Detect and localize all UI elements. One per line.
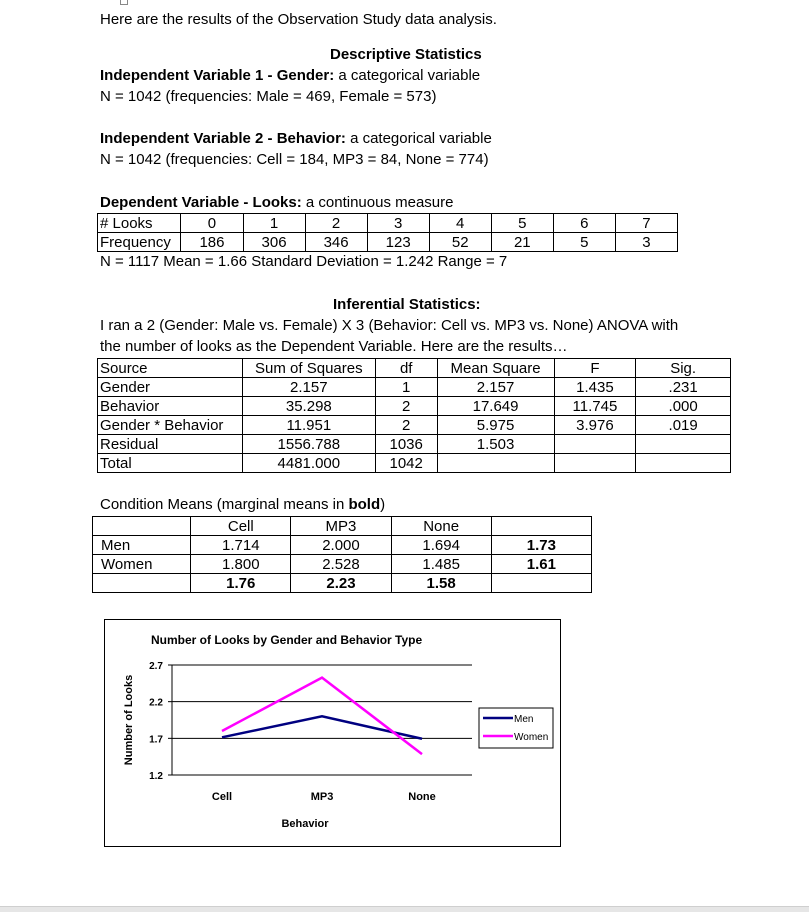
x-tick-label: Cell xyxy=(211,791,233,803)
frequency-cell: 346 xyxy=(305,233,367,252)
condition-means-title xyxy=(100,496,385,513)
looks-cell: 0 xyxy=(181,214,243,233)
frequency-row-label: Frequency xyxy=(98,233,181,252)
cm-marginal-cell: 1.73 xyxy=(491,536,591,555)
cm-cell xyxy=(93,574,191,593)
anova-cell: Behavior xyxy=(98,397,243,416)
iv1-heading xyxy=(100,67,480,84)
chart-series xyxy=(222,678,422,754)
dv-heading xyxy=(100,194,453,211)
inferential-paragraph-line1: I ran a 2 (Gender: Male vs. Female) X 3 (Behavior: Cell vs. MP3 vs. None) ANOVA with xyxy=(100,317,679,334)
iv1-label: Independent Variable 1 - Gender: xyxy=(100,67,335,84)
iv2-frequencies: N = 1042 (frequencies: Cell = 184, MP3 = 84, None = 774) xyxy=(100,151,489,168)
anova-cell: 1036 xyxy=(375,435,437,454)
anova-header: Mean Square xyxy=(437,359,554,378)
cm-cell: 1.800 xyxy=(191,555,291,574)
y-tick-label: 1.7 xyxy=(149,734,163,746)
anova-header: Sum of Squares xyxy=(242,359,375,378)
descriptive-title: Descriptive Statistics xyxy=(330,46,482,63)
cm-marginal-cell: 1.58 xyxy=(391,574,491,593)
anova-header: Source xyxy=(98,359,243,378)
anova-cell: 1.435 xyxy=(554,378,636,397)
frequency-cell: 3 xyxy=(615,233,677,252)
anova-cell: Gender * Behavior xyxy=(98,416,243,435)
cm-title-post: ) xyxy=(380,496,386,513)
table-row xyxy=(93,517,592,536)
table-row xyxy=(98,378,731,397)
frequency-cell: 52 xyxy=(429,233,491,252)
cm-title-pre: Condition Means (marginal means in xyxy=(100,496,349,513)
y-tick-labels xyxy=(149,661,172,782)
table-row xyxy=(98,416,731,435)
table-row xyxy=(98,435,731,454)
anova-cell: 3.976 xyxy=(554,416,636,435)
line-chart xyxy=(104,619,561,847)
looks-row-label: # Looks xyxy=(98,214,181,233)
cm-cell: 1.714 xyxy=(191,536,291,555)
iv1-desc: a categorical variable xyxy=(334,67,481,84)
table-row xyxy=(98,233,678,252)
window-bottom-strip xyxy=(0,906,809,912)
iv1-frequencies: N = 1042 (frequencies: Male = 469, Female = 573) xyxy=(100,88,437,105)
anova-cell: .019 xyxy=(636,416,731,435)
chart-legend xyxy=(479,708,553,748)
iv2-heading xyxy=(100,130,492,147)
anova-cell: 1556.788 xyxy=(242,435,375,454)
frequency-cell: 123 xyxy=(367,233,429,252)
table-row xyxy=(98,454,731,473)
anova-cell: 1 xyxy=(375,378,437,397)
cm-cell xyxy=(491,574,591,593)
cm-cell: 2.528 xyxy=(291,555,391,574)
chart-title: Number of Looks by Gender and Behavior Type xyxy=(151,633,423,647)
anova-cell: 1042 xyxy=(375,454,437,473)
anova-cell xyxy=(554,454,636,473)
cm-cell: 2.000 xyxy=(291,536,391,555)
cm-title-bold: bold xyxy=(348,496,381,513)
series-line-men xyxy=(222,716,422,738)
anova-cell xyxy=(437,454,554,473)
anova-cell: Total xyxy=(98,454,243,473)
anova-cell: .231 xyxy=(636,378,731,397)
iv2-label: Independent Variable 2 - Behavior: xyxy=(100,130,346,147)
legend-label-women: Women xyxy=(514,732,549,743)
anova-cell: 2.157 xyxy=(242,378,375,397)
looks-cell: 7 xyxy=(615,214,677,233)
y-tick-label: 2.2 xyxy=(149,697,163,709)
anova-header: F xyxy=(554,359,636,378)
dv-label: Dependent Variable - Looks: xyxy=(100,194,302,211)
anova-cell: 5.975 xyxy=(437,416,554,435)
looks-cell: 4 xyxy=(429,214,491,233)
anova-cell: 2 xyxy=(375,416,437,435)
anova-cell xyxy=(636,435,731,454)
y-tick-label: 1.2 xyxy=(149,771,163,782)
chart-svg xyxy=(105,620,560,846)
cm-header xyxy=(93,517,191,536)
table-row xyxy=(98,397,731,416)
anova-cell: 4481.000 xyxy=(242,454,375,473)
y-axis-label: Number of Looks xyxy=(123,674,135,766)
looks-cell: 6 xyxy=(553,214,615,233)
anova-cell: Residual xyxy=(98,435,243,454)
cm-cell: 1.485 xyxy=(391,555,491,574)
anova-header: df xyxy=(375,359,437,378)
cm-marginal-cell: 1.76 xyxy=(191,574,291,593)
iv2-desc: a categorical variable xyxy=(345,130,492,147)
x-axis-label: Behavior xyxy=(281,818,329,830)
x-tick-label: MP3 xyxy=(310,791,334,803)
anova-cell: 35.298 xyxy=(242,397,375,416)
x-tick-label: None xyxy=(408,791,436,803)
anova-cell: 1.503 xyxy=(437,435,554,454)
table-row xyxy=(93,555,592,574)
dv-summary: N = 1117 Mean = 1.66 Standard Deviation = 1.242 Range = 7 xyxy=(100,253,508,270)
anova-header: Sig. xyxy=(636,359,731,378)
cm-cell: 1.694 xyxy=(391,536,491,555)
frequency-cell: 186 xyxy=(181,233,243,252)
legend-label-men: Men xyxy=(514,714,534,725)
anova-cell: 2 xyxy=(375,397,437,416)
cm-marginal-cell: 2.23 xyxy=(291,574,391,593)
inferential-title: Inferential Statistics: xyxy=(333,296,481,313)
frequency-cell: 306 xyxy=(243,233,305,252)
intro-text: Here are the results of the Observation Study data analysis. xyxy=(100,11,497,28)
anova-table xyxy=(97,358,731,473)
looks-frequency-table xyxy=(97,213,678,252)
table-row xyxy=(93,536,592,555)
y-tick-label: 2.7 xyxy=(149,661,163,672)
x-tick-labels xyxy=(212,791,436,803)
inferential-paragraph-line2: the number of looks as the Dependent Variable. Here are the results… xyxy=(100,338,568,355)
table-row xyxy=(93,574,592,593)
cm-header: MP3 xyxy=(291,517,391,536)
anova-cell xyxy=(554,435,636,454)
chart-gridlines xyxy=(172,665,472,775)
anova-cell: .000 xyxy=(636,397,731,416)
cm-header: Cell xyxy=(191,517,291,536)
looks-cell: 1 xyxy=(243,214,305,233)
dv-desc: a continuous measure xyxy=(301,194,454,211)
table-row xyxy=(98,359,731,378)
table-row xyxy=(98,214,678,233)
page-corner-marker xyxy=(120,0,128,5)
looks-cell: 5 xyxy=(491,214,553,233)
cm-cell: Men xyxy=(93,536,191,555)
anova-cell: 2.157 xyxy=(437,378,554,397)
anova-cell: 11.745 xyxy=(554,397,636,416)
anova-cell: 11.951 xyxy=(242,416,375,435)
anova-cell: Gender xyxy=(98,378,243,397)
looks-cell: 3 xyxy=(367,214,429,233)
frequency-cell: 5 xyxy=(553,233,615,252)
cm-cell: Women xyxy=(93,555,191,574)
cm-header xyxy=(491,517,591,536)
condition-means-table xyxy=(92,516,592,593)
looks-cell: 2 xyxy=(305,214,367,233)
cm-marginal-cell: 1.61 xyxy=(491,555,591,574)
anova-cell: 17.649 xyxy=(437,397,554,416)
frequency-cell: 21 xyxy=(491,233,553,252)
cm-header: None xyxy=(391,517,491,536)
anova-cell xyxy=(636,454,731,473)
